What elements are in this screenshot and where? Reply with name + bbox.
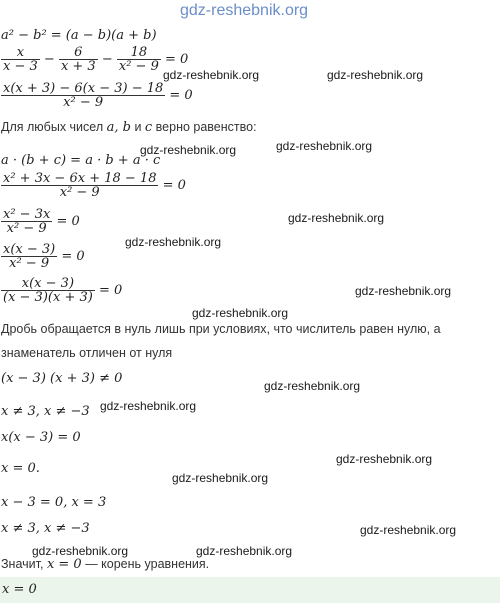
watermark: gdz-reshebnik.org [100, 399, 197, 413]
root-x-zero: x = 0. [1, 461, 40, 476]
denominator-condition: (x − 3) (x + 3) ≠ 0 [1, 371, 123, 386]
excluded-values: x ≠ 3, x ≠ −3 [1, 404, 90, 419]
final-answer: x = 0 [2, 582, 37, 597]
equals-zero: = 0 [165, 52, 189, 67]
conclusion-text [1, 557, 209, 572]
conclusion-suffix: — корень уравнения. [85, 557, 210, 571]
fraction-numerator: x² − 3x [3, 207, 51, 222]
equals-zero: = 0 [61, 249, 85, 264]
difference-of-squares: a² − b² = (a − b)(a + b) [1, 28, 157, 43]
conclusion-expression: x = 0 [46, 557, 82, 572]
fraction-rule-line-1: Дробь обращается в нуль лишь при условиях, что числитель равен нулю, а [1, 322, 441, 336]
equation-original: $\frac{x}{x - 3}$ − $\frac{6}{x + 3}$ − $\frac{18}{\text{x² − 9}}$ = 0 [3, 45, 189, 74]
distributive-law: a · (b + c) = a · b + a · c [1, 153, 161, 168]
watermark: gdz-reshebnik.org [336, 452, 433, 466]
watermark: gdz-reshebnik.org [264, 379, 361, 393]
fraction-denominator: x² − 9 [6, 221, 47, 236]
equals-zero: = 0 [98, 283, 123, 298]
identity-intro: Для любых чисел [1, 120, 104, 134]
excluded-values-repeat: x ≠ 3, x ≠ −3 [1, 521, 90, 536]
watermark: gdz-reshebnik.org [276, 139, 373, 153]
fraction-denominator: x² − 9 [59, 185, 100, 200]
identity-c: c [144, 120, 153, 135]
fraction-numerator: x(x − 3) [1, 277, 95, 291]
fraction-denominator: x² − 9 [118, 59, 159, 74]
fraction-numerator: x [1, 46, 40, 60]
fraction-numerator: 6 [59, 46, 98, 60]
watermark: gdz-reshebnik.org [355, 284, 452, 298]
watermark: gdz-reshebnik.org [288, 211, 385, 225]
watermark: gdz-reshebnik.org [125, 235, 222, 249]
conclusion-prefix: Значит, [1, 557, 44, 571]
fraction-denominator: x − 3 [3, 59, 38, 74]
identity-tail: верно равенство: [155, 120, 257, 134]
equation-full-factored [1, 277, 122, 304]
equation-expanded [1, 172, 186, 199]
identity-and: и [134, 120, 142, 134]
identity-text [1, 120, 257, 135]
watermark: gdz-reshebnik.org [32, 544, 129, 558]
fraction-denominator: x + 3 [60, 59, 96, 74]
watermark: gdz-reshebnik.org [163, 68, 260, 82]
equation-simplified [1, 208, 80, 235]
fraction-numerator: x(x − 3) [3, 242, 56, 257]
fraction-denominator: (x − 3)(x + 3) [3, 290, 93, 305]
watermark: gdz-reshebnik.org [140, 143, 237, 157]
fraction-denominator: x² − 9 [63, 95, 104, 110]
equation-factored [1, 243, 85, 270]
equals-zero: = 0 [162, 178, 186, 193]
fraction-rule-line-2: знаменатель отличен от нуля [1, 346, 173, 360]
watermark: gdz-reshebnik.org [327, 68, 424, 82]
watermark: gdz-reshebnik.org [172, 471, 269, 485]
identity-vars: a, b [106, 120, 131, 135]
watermark: gdz-reshebnik.org [192, 306, 289, 320]
answer-box [0, 577, 500, 603]
fraction-numerator: x(x + 3) − 6(x − 3) − 18 [3, 81, 164, 96]
fraction-denominator: x² − 9 [9, 256, 50, 271]
numerator-equation: x(x − 3) = 0 [1, 430, 81, 445]
equals-zero: = 0 [169, 88, 193, 103]
watermark: gdz-reshebnik.org [196, 544, 293, 558]
equals-zero: = 0 [56, 214, 80, 229]
root-x-three: x − 3 = 0, x = 3 [1, 495, 107, 510]
watermark: gdz-reshebnik.org [360, 523, 457, 537]
equation-common-denominator [1, 82, 193, 109]
fraction-numerator: x² + 3x − 6x + 18 − 18 [3, 171, 157, 186]
fraction-numerator: 18 [117, 46, 161, 60]
site-watermark: gdz-reshebnik.org [180, 2, 309, 19]
